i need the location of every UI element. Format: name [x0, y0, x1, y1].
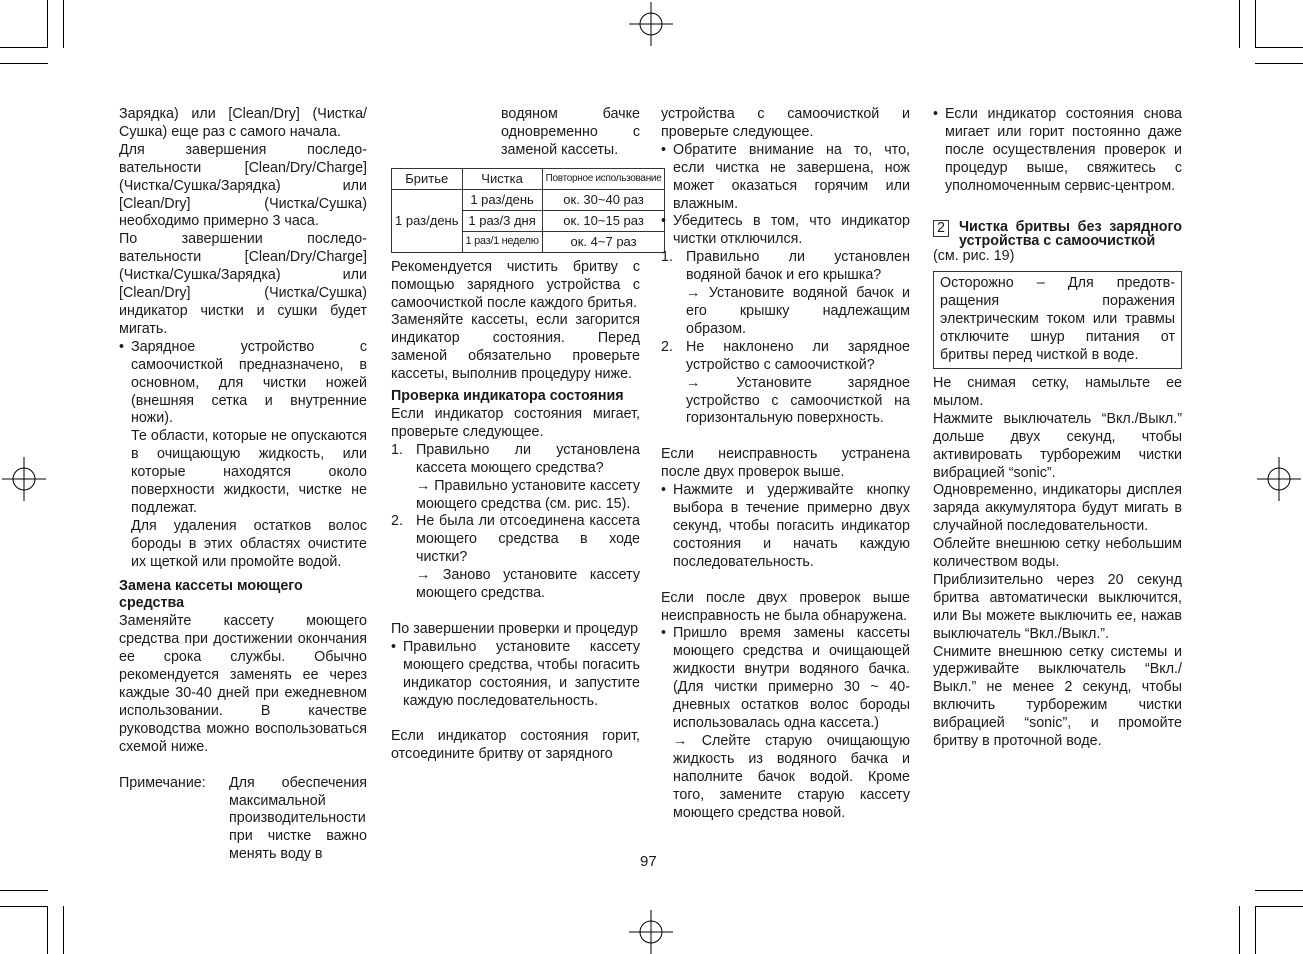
table-cell: ок. 30~40 раз [542, 189, 665, 210]
paragraph: Не снимая сетку, намыльте ее мылом. [933, 374, 1182, 409]
table-cell: ок. 4~7 раз [542, 231, 665, 252]
column-3 [661, 106, 910, 822]
bullet-item: • Пришло время замены кассеты моющего средства и очищающей жидкости внутри водяного бачка. (Для чистки примерно 30 ~ 40-дневных остатков волос бороды использовалась одна кассета.) [661, 625, 910, 731]
table-cell: 1 раз/день [462, 189, 542, 210]
section-heading: Замена кассеты моющего средства [119, 577, 303, 612]
note-text: Для обеспечения максимальной производительности при чистке важно менять воду в [229, 774, 367, 863]
paragraph: По завершении проверки и процедур [391, 620, 639, 637]
paragraph: Приблизительно через 20 секунд бритва автоматически выключится, или Вы можете выключить ее, нажав выключатель “Вкл./Выкл.”. [933, 571, 1182, 642]
crop-mark [1239, 0, 1240, 48]
section-number: 2 [933, 220, 949, 237]
column-2 [391, 106, 662, 764]
paragraph: Заменяйте кассеты, если загорится индикатор состояния. Перед заменой обязательно проверьте кассеты, выполнив процедуру ниже. [391, 312, 640, 383]
indented-paragraph: Те области, которые не опускаются в очищающую жидкость, или которые находятся около поверхности жидкости, чистке не подлежат. [131, 428, 367, 516]
paragraph: По завершении последо-вательности [Clean/Dry/Charge] (Чистка/Сушка/Зарядка) или [Clean/Dry] (Чистка/Сушка) индикатор чистки и сушки будет мигать. [119, 231, 367, 337]
paragraph: устройства с самоочисткой и проверьте следующее. [661, 106, 910, 140]
note [119, 775, 367, 865]
paragraph: Рекомендуется чистить бритву с помощью зарядного устройства с самоочисткой после каждого бритья. [391, 258, 640, 311]
paragraph: Если после двух проверок выше неисправность не была обнаружена. [661, 589, 910, 624]
crop-mark [63, 0, 64, 48]
table-header: Повторное использование [542, 168, 665, 189]
indented-paragraph: Для удаления остатков волос бороды в этих областях очистите их щеткой или промойте водой. [131, 517, 367, 570]
paragraph: Если неисправность устранена после двух проверок выше. [661, 446, 910, 481]
figure-reference: (см. рис. 19) [933, 247, 1015, 264]
table-cell: 1 раз/1 неделю [462, 231, 542, 252]
list-item: 1. Правильно ли установлена кассета моющего средства? [391, 441, 640, 476]
bullet-item: • Правильно установите кассету моющего средства, чтобы погасить индикатор состояния, и запустите каждую последовательность. [391, 638, 640, 709]
crop-mark [0, 47, 48, 48]
list-item-remedy: → Заново установите кассету моющего средства. [416, 567, 640, 602]
registration-mark-icon [629, 2, 673, 46]
list-item: 2. Не была ли отсоединена кассета моющего средства в ходе чистки? [391, 513, 640, 566]
paragraph: Заменяйте кассету моющего средства при достижении окончания ее срока службы. Обычно рекомендуется заменять ее через каждые 30-40 дней при ежедневном использовании. В качестве руководства можно воспользоваться схемой ниже. [119, 613, 367, 755]
list-item-remedy: → Установите водяной бачок и его крышку надлежащим образом. [686, 285, 910, 337]
paragraph: Если индикатор состояния горит, отсоедините бритву от зарядного [391, 728, 640, 763]
bullet-item: • Обратите внимание на то, что, если чистка не завершена, нож может оказаться горячим или влажным. [661, 141, 910, 212]
table-cell: 1 раз/3 дня [462, 210, 542, 231]
section-heading [933, 220, 1182, 248]
table-header: Бритье [392, 168, 463, 189]
crop-mark [0, 890, 48, 891]
crop-mark [47, 0, 48, 48]
crop-mark [1255, 47, 1303, 48]
paragraph: Если индикатор состояния мигает, проверьте следующее. [391, 405, 640, 440]
table-header-row [392, 168, 665, 189]
replacement-schedule-table [391, 168, 665, 253]
crop-mark [0, 906, 48, 907]
paragraph: Нажмите выключатель “Вкл./Выкл.” дольше двух секунд, чтобы активировать турборежим чистки вибрацией “sonic”. [933, 410, 1182, 481]
paragraph: Зарядка) или [Clean/Dry] (Чистка/ Сушка) еще раз с самого начала. [119, 106, 367, 140]
crop-mark [0, 63, 48, 64]
table-cell: 1 раз/день [392, 189, 463, 252]
paragraph: Одновременно, индикаторы дисплея заряда аккумулятора будут мигать в случайной последовательности. [933, 482, 1182, 535]
bullet-remedy: → Слейте старую очищающую жидкость из водяного бачка и наполните бачок водой. Кроме того, замените старую кассету моющего средства новой. [673, 732, 910, 821]
note-label: Примечание: [119, 774, 206, 791]
crop-mark [1255, 890, 1303, 891]
column-4 [933, 106, 1182, 751]
crop-mark [1255, 0, 1256, 48]
table-row [392, 189, 665, 210]
section-heading: Проверка индикатора состояния [391, 388, 624, 405]
list-item: 1. Правильно ли установлен водяной бачок и его крышка? [661, 249, 910, 284]
list-item-remedy: → Правильно установите кассету моющего средства (см. рис. 15). [416, 477, 641, 512]
registration-mark-icon [629, 910, 673, 954]
list-item: 2. Не наклонено ли зарядное устройство с самоочисткой? [661, 338, 910, 373]
bullet-item: • Нажмите и удерживайте кнопку выбора в течение примерно двух секунд, чтобы погасить индикатор состояния и начать каждую последовательность. [661, 482, 910, 570]
section-title: Чистка бритвы без зарядного устройства с самоочисткой [959, 218, 1182, 249]
crop-mark [63, 906, 64, 954]
crop-mark [1255, 906, 1256, 954]
note-continuation: водяном бачке одновременно с заменой кассеты. [501, 106, 640, 158]
crop-mark [1255, 63, 1303, 64]
column-1 [119, 106, 367, 864]
paragraph: Для завершения последо-вательности [Clean/Dry/Charge] (Чистка/Сушка/Зарядка) или [Clean/Dry] (Чистка/Сушка) необходимо примерно 3 часа. [119, 141, 367, 230]
crop-mark [47, 906, 48, 954]
table-cell: ок. 10~15 раз [542, 210, 665, 231]
bullet-item: • Зарядное устройство с самоочисткой предназначено, в основном, для чистки ножей (внешняя сетка и внутренние ножи). [119, 338, 367, 427]
paragraph: Снимите внешнюю сетку системы и удерживайте выключатель “Вкл./Выкл.” не менее 2 секунд, чтобы включить турборежим чистки вибрацией “sonic”, и промойте бритву в проточной воде. [933, 643, 1182, 750]
list-item-remedy: → Установите зарядное устройство с самоочисткой на горизонтальную поверхность. [686, 374, 910, 427]
bullet-item: • Убедитесь в том, что индикатор чистки отключился. [661, 213, 910, 248]
page-number: 97 [640, 853, 657, 870]
registration-mark-icon [1257, 457, 1301, 501]
table-header: Чистка [462, 168, 542, 189]
bullet-item: • Если индикатор состояния снова мигает или горит постоянно даже после осуществления проверок и процедур выше, свяжитесь с уполномоченным сервис-центром. [933, 106, 1182, 194]
bullet-text: Зарядное устройство с самоочисткой предназначено, в основном, для чистки ножей (внешняя сетка и внутренние ножи). [131, 338, 367, 427]
crop-mark [1255, 906, 1303, 907]
registration-mark-icon [2, 457, 46, 501]
crop-mark [1239, 906, 1240, 954]
paragraph: Облейте внешнюю сетку небольшим количеством воды. [933, 536, 1182, 571]
caution-box: Осторожно – Для предотв-ращения поражения электрическим током или травмы отключите шнур питания от бритвы перед чисткой в воде. [933, 271, 1182, 369]
